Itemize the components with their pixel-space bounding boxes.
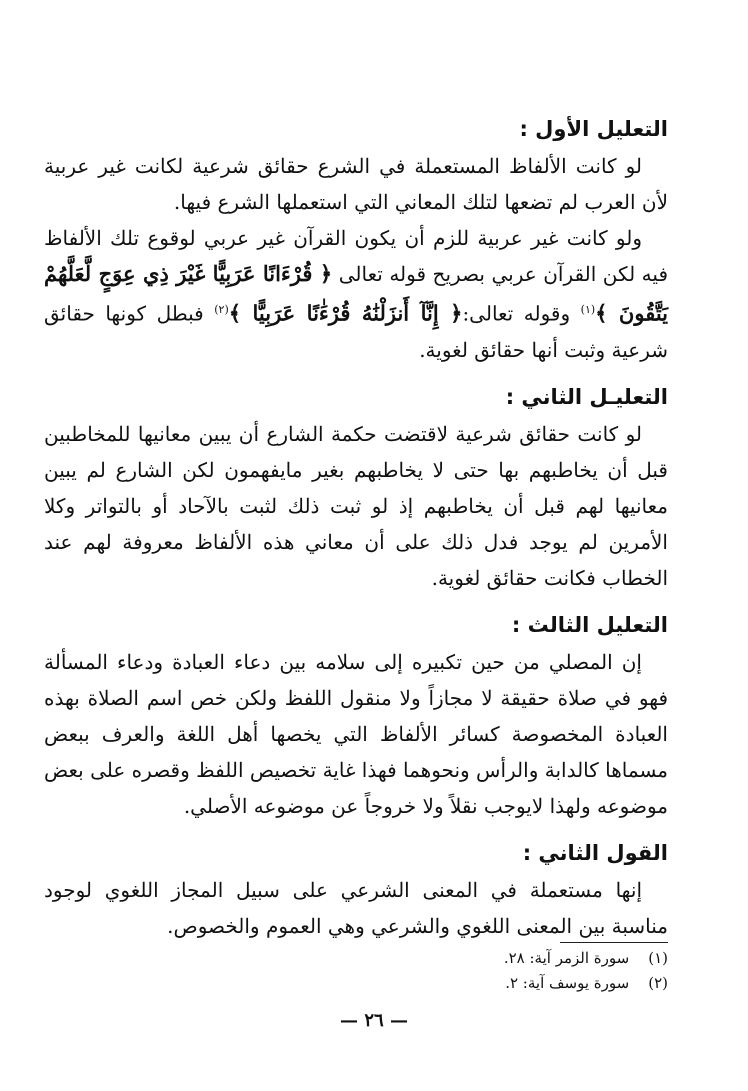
section-heading: التعليـل الثاني : xyxy=(505,384,668,409)
page-number: — ٢٦ — xyxy=(340,1010,408,1031)
section-heading: التعليل الثالث : xyxy=(511,612,668,637)
footnote-number: (٢) xyxy=(648,974,668,992)
footnote-text: سورة الزمر آية: ٢٨. xyxy=(503,949,630,967)
paragraph-with-verses xyxy=(44,220,668,368)
section-heading: التعليل الأول : xyxy=(519,117,668,141)
verse-intro: وقوله تعالى: xyxy=(462,301,571,326)
page-body xyxy=(44,108,668,944)
paragraph: إن المصلي من حين تكبيره إلى سلامه بين دعاء العبادة ودعاء المسألة فهو في صلاة حقيقة لا مجازاً ولا منقول اللفظ ولكن خص اسم الصلاة بهذه العبادة المخصوصة كسائر الألفاظ التي يخصها أهل اللغة والعرف ببعض مسماها كالدابة والرأس ونحوهما فهذا غاية تخصيص اللفظ وقصره على بعض موضوعه ولهذا لايوجب نقلاً ولا خروجاً عن موضوعه الأصلي. xyxy=(44,649,668,818)
footnotes xyxy=(300,946,668,996)
paragraph: لو كانت الألفاظ المستعملة في الشرع حقائق شرعية لكانت غير عربية لأن العرب لم تضعها لتلك المعاني التي استعملها الشرع فيها. xyxy=(44,154,668,214)
paragraph-text: فبطل كونها حقائق شرعية وثبت أنها حقائق لغوية. xyxy=(44,301,668,362)
footnote-item xyxy=(300,946,668,971)
paragraph: إنها مستعملة في المعنى الشرعي على سبيل المجاز اللغوي لوجود مناسبة بين المعنى اللغوي والشرعي وهي العموم والخصوص. xyxy=(44,877,668,938)
paragraph: لو كانت حقائق شرعية لاقتضت حكمة الشارع أن يبين معانيها للمخاطبين قبل أن يخاطبهم بها حتى لا يخاطبهم بغير مايفهمون لكن الشارع لم يبين معانيها لهم قبل أن يخاطبهم إذ لو ثبت ذلك لثبت بالآحاد أو بالتواتر وكلا الأمرين لم يوجد فدل ذلك على أن معاني هذه الألفاظ معروفة لهم عند الخطاب فكانت حقائق لغوية. xyxy=(44,421,668,590)
quran-verse: ﴿ إِنَّآ أَنزَلْنَٰهُ قُرْءَٰنًا عَرَبِيًّا ﴾ xyxy=(228,300,463,326)
quran-verse: ﴿ قُرْءَانًا عَرَبِيًّا غَيْرَ ذِي عِوَجٍ لَّعَلَّهُمْ يَتَّقُونَ ﴾ xyxy=(44,261,668,326)
footnote-ref: (٢) xyxy=(214,303,229,316)
section-second-opinion xyxy=(44,836,668,944)
footnote-ref: (١) xyxy=(580,303,596,316)
footnote-number: (١) xyxy=(648,949,668,967)
footnote-item xyxy=(300,971,668,996)
footnote-divider xyxy=(560,942,668,943)
section-third-reason xyxy=(44,608,668,824)
footnote-text: سورة يوسف آية: ٢. xyxy=(505,974,630,992)
section-second-reason xyxy=(44,380,668,596)
paragraph-text: ولو كانت غير عربية للزم أن يكون القرآن غير عربي لوقوع تلك الألفاظ فيه لكن القرآن عربي بصريح قوله تعالى xyxy=(44,226,669,286)
section-heading: القول الثاني : xyxy=(522,840,668,865)
section-first-reason xyxy=(44,112,668,368)
